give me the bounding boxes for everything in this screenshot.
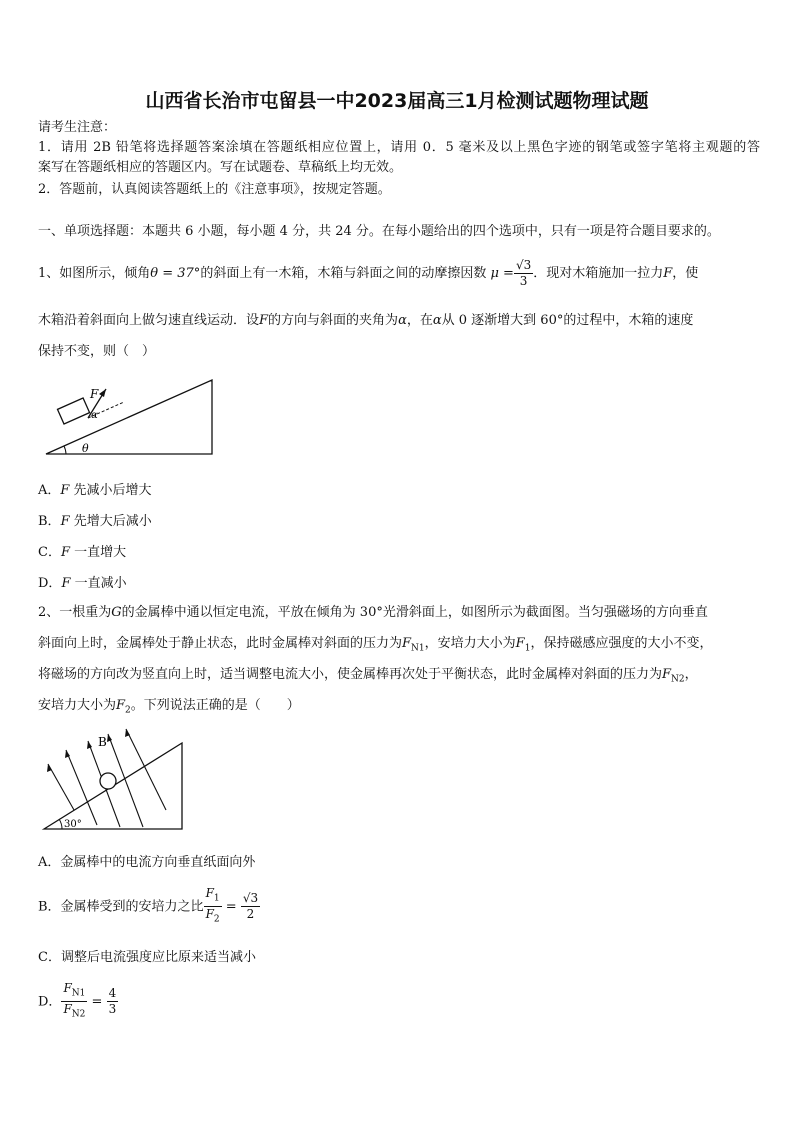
force-arrow-head [99,389,106,397]
fraction-sub: N1 [71,988,86,999]
q2-normal-force-fraction [61,981,87,1023]
option-text: 一直增大 [69,545,127,560]
theta-arc [64,446,66,454]
q2-option-c: C．调整后电流强度应比原来适当减小 [38,950,256,965]
fraction-var: F [63,1002,72,1017]
q2-normal-force-value [107,986,119,1017]
fraction-sub: 1 [213,893,220,904]
q1-text: ，使 [672,266,699,281]
figure-label-theta: θ [82,442,89,455]
equals-sign: = [91,994,103,1010]
q2-F2-sub: 2 [125,705,131,716]
q2-text: 2、一根重为 [38,605,112,620]
fraction-var: F [205,907,214,922]
equals-sign: = [225,899,237,915]
q2-text: ，保持磁感应强度的大小不变， [530,636,713,651]
q1-F: F [259,313,269,328]
q1-text: 的方向与斜面的夹角为 [268,313,399,328]
q2-F1-sub: 1 [524,643,531,654]
section-heading: 一、单项选择题：本题共 6 小题，每小题 4 分，共 24 分。在每小题给出的四个选项中，只有一项是符合题目要求的。 [38,224,720,239]
fraction-sub: 2 [213,914,220,925]
metal-rod-cross-section [100,773,116,789]
q1-text: ，在 [406,313,433,328]
fraction-den: 2 [246,907,255,922]
option-label: D． [38,576,62,591]
option-var: F [60,545,70,560]
field-arrow-heads [47,729,130,772]
q1-text: 的斜面上有一木箱，木箱与斜面之间的动摩擦因数 [200,266,487,281]
q2-FN2-sub: N2 [671,674,685,685]
fraction-den [204,907,222,927]
q2-ratio-value [241,891,260,922]
option-text: 先减小后增大 [69,483,152,498]
q1-mu-den: 3 [519,274,528,288]
figure-label-F: F [90,387,99,401]
q1-option-a [38,479,152,498]
wooden-box [57,398,89,424]
q1-alpha: α [432,313,442,328]
figure-label-B: B [98,735,107,749]
notice-item-1a: 1．请用 2B 铅笔将选择题答案涂填在答题纸相应位置上，请用 0．5 毫米及以上黑色字迹的钢笔或签字笔将主观题的答 [38,140,760,155]
fraction-var: F [205,886,214,900]
q1-text: 从 0 逐渐增大到 60°的过程中，木箱的速度 [441,313,694,328]
q1-text: 木箱沿着斜面向上做匀速直线运动．设 [38,313,260,328]
q2-text: 的金属棒中通以恒定电流，平放在倾角为 30°光滑斜面上，如图所示为截面图。当匀强磁场的方向垂直 [121,605,708,620]
option-text: 一直减小 [70,576,127,591]
fraction-num [204,886,222,907]
q2-text: 安培力大小为 [38,698,117,713]
q2-text: ，安培力大小为 [424,636,516,651]
q1-mu: μ = [490,266,514,281]
q1-line-2 [38,311,760,331]
q2-ratio-fraction [204,886,222,928]
q2-text: 将磁场的方向改为竖直向上时，适当调整电流大小，使金属棒再次处于平衡状态，此时金属棒对斜面的压力为 [38,667,663,682]
q2-magnetic-figure [40,726,190,832]
q1-incline-figure [44,376,216,458]
q1-line-3: 保持不变，则（ ） [38,344,156,359]
option-text: B．金属棒受到的安培力之比 [38,899,204,915]
angle-arc [59,819,62,829]
notice-item-2: 2．答题前，认真阅读答题纸上的《注意事项》，按规定答题。 [38,182,391,197]
option-var: F [60,483,70,498]
q2-line-1 [38,603,760,623]
fraction-den: 3 [108,1002,117,1017]
q2-option-b [38,886,260,928]
q2-FN1-sub: N1 [411,643,425,654]
fraction-den [61,1002,87,1022]
q2-text: 斜面向上时，金属棒处于静止状态，此时金属棒对斜面的压力为 [38,636,403,651]
notice-heading: 请考生注意： [38,120,117,135]
figure-label-alpha: α [91,410,98,421]
q1-option-d [38,572,127,591]
option-var: F [61,576,71,591]
notice-item-1b: 案写在答题纸相应的答题区内。写在试题卷、草稿纸上均无效。 [38,160,403,175]
fraction-num: 4 [108,986,117,1001]
q2-FN2: F [662,667,672,682]
q1-mu-num: √3 [515,258,532,272]
page-title: 山西省长治市屯留县一中2023届高三1月检测试题物理试题 [145,90,649,112]
q1-alpha: α [398,313,407,328]
option-label: C． [38,545,61,560]
option-var: F [60,514,70,529]
q2-G: G [111,605,122,620]
q2-line-4 [38,696,760,721]
q1-text: ．现对木箱施加一拉力 [533,266,664,281]
q2-FN1: F [402,636,412,651]
q2-option-d [38,981,118,1023]
q2-text: 。下列说法正确的是（ ） [130,698,300,713]
q2-text: ， [684,667,698,682]
fraction-sub: N2 [71,1009,86,1020]
fraction-num: √3 [242,891,259,906]
q1-theta: θ = 37° [150,266,201,281]
option-label: B． [38,514,61,529]
fraction-var: F [63,981,72,995]
q1-option-c [38,541,126,560]
fraction-num [61,981,87,1002]
q1-F: F [663,266,673,281]
q2-line-2 [38,634,760,659]
q1-line-1 [38,258,760,289]
q1-text: 1、如图所示，倾角 [38,266,151,281]
q2-F1: F [515,636,525,651]
q2-line-3 [38,665,760,690]
q1-mu-fraction [514,258,533,289]
q2-option-a: A．金属棒中的电流方向垂直纸面向外 [38,855,256,870]
figure-label-angle: 30° [64,819,82,830]
q2-F2: F [116,698,126,713]
option-label: A． [38,483,61,498]
option-text: 先增大后减小 [69,514,152,529]
q1-option-b [38,510,152,529]
option-label: D． [38,994,62,1010]
